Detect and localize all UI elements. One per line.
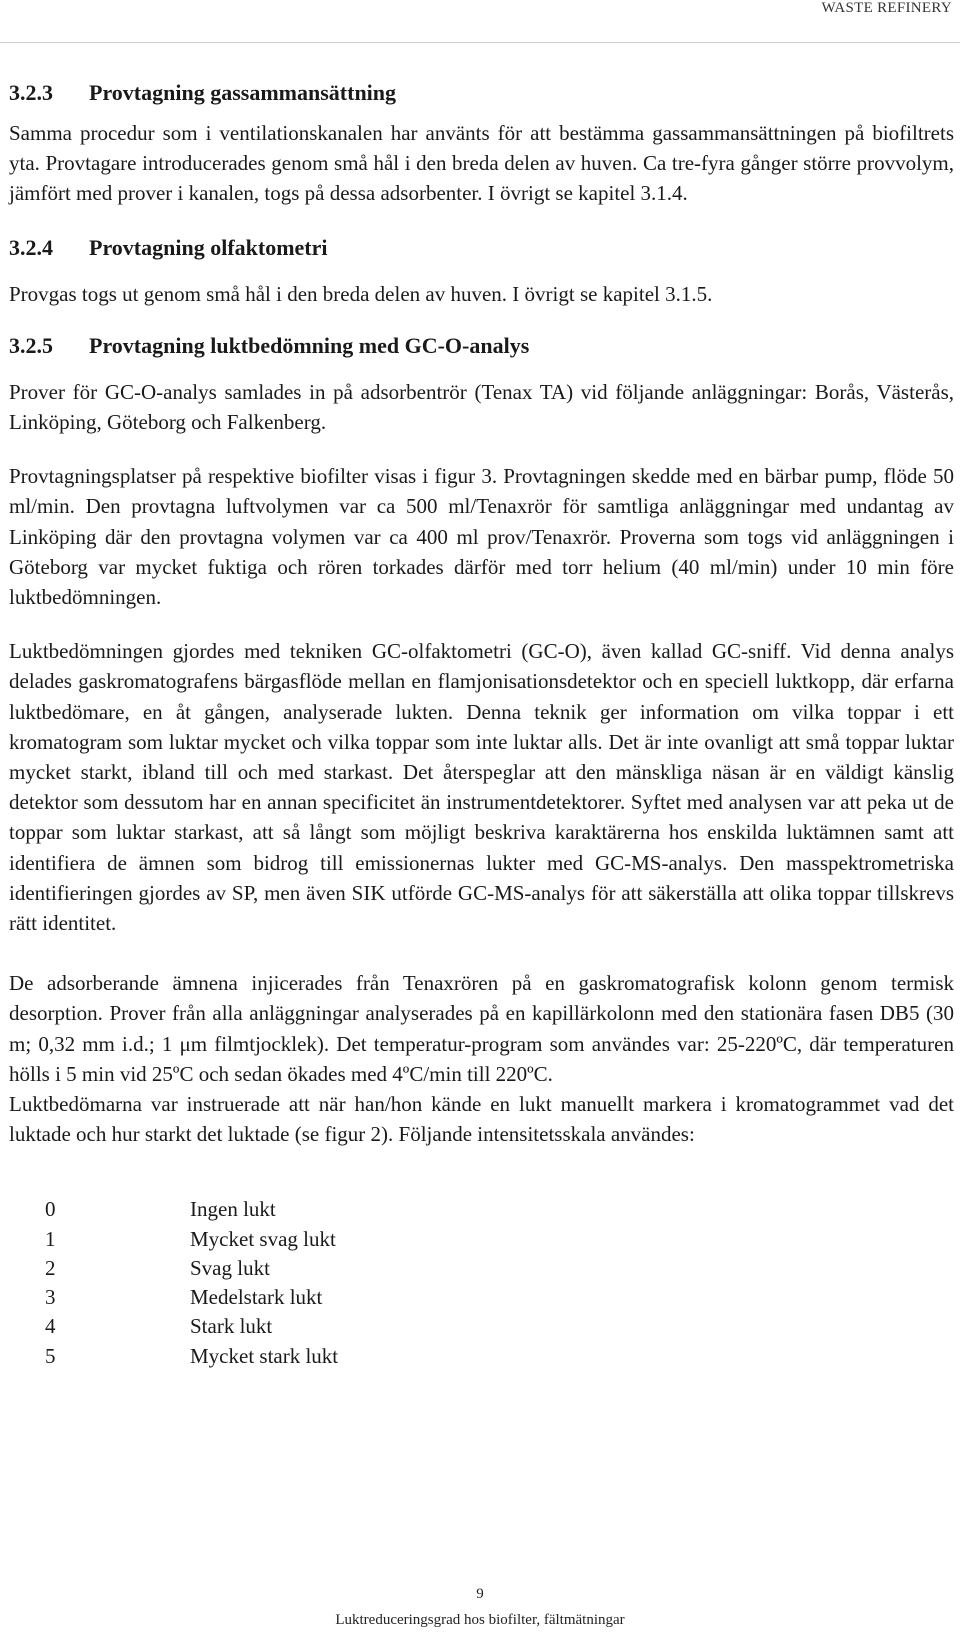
paragraph: Provgas togs ut genom små hål i den breda delen av huven. I övrigt se kapitel 3.1.5.: [9, 281, 713, 306]
scale-row: [45, 1283, 954, 1312]
scale-level: 2: [45, 1255, 56, 1280]
section-3-2-3: [9, 78, 954, 209]
intensity-scale-list: [45, 1195, 954, 1370]
section-title: Provtagning luktbedömning med GC-O-analys: [89, 332, 530, 358]
scale-level: 0: [45, 1197, 56, 1222]
scale-row: [45, 1312, 954, 1341]
scale-level: 5: [45, 1343, 56, 1368]
scale-row: [45, 1195, 954, 1224]
scale-row: [45, 1254, 954, 1283]
section-heading: [9, 233, 954, 263]
paragraph: De adsorberande ämnena injicerades från Tenaxrören på en gaskromatografisk kolonn genom termisk desorption. Prover från alla anläggningar analyserades på en kapillärkolonn med den stationära fasen DB5 (30 m; 0,32 mm i.d.; 1 μm filmtjocklek). Det temperatur-program som användes var: 25-220ºC, där temperaturen hölls i 5 min vid 25ºC och sedan ökades med 4ºC/min till 220ºC.: [9, 971, 954, 1086]
section-number: 3.2.5: [9, 332, 53, 358]
section-title: Provtagning olfaktometri: [89, 234, 328, 260]
scale-level: 1: [45, 1226, 56, 1251]
scale-label: Mycket svag lukt: [190, 1226, 336, 1251]
paragraph: Luktbedömarna var instruerade att när han/hon kände en lukt manuellt markera i kromatogrammet vad det luktade och hur starkt det luktade (se figur 2). Följande intensitetsskala användes:: [9, 1092, 954, 1147]
running-header: WASTE REFINERY: [821, 0, 952, 16]
scale-label: Svag lukt: [190, 1255, 270, 1280]
page-number: 9: [476, 1586, 484, 1602]
scale-label: Ingen lukt: [190, 1197, 276, 1222]
section-heading: [9, 78, 954, 108]
section-title: Provtagning gassammansättning: [89, 80, 397, 105]
section-heading: [9, 331, 954, 361]
paragraph: Samma procedur som i ventilationskanalen har använts för att bestämma gassammansättningen på biofiltrets yta. Provtagare introducerades genom små hål i den breda delen av huven. Ca tre-fyra gånger större provvolym, jämfört med prover i kanalen, togs på dessa adsorbenter. I övrigt se kapitel 3.1.4.: [9, 121, 954, 206]
scale-level: 4: [45, 1314, 56, 1339]
scale-label: Medelstark lukt: [190, 1285, 323, 1310]
section-3-2-5: [9, 331, 954, 1150]
page-body: [9, 78, 954, 1371]
header-divider: [0, 42, 960, 43]
scale-label: Stark lukt: [190, 1314, 273, 1339]
scale-row: [45, 1342, 954, 1371]
scale-level: 3: [45, 1285, 56, 1310]
scale-row: [45, 1225, 954, 1254]
scale-label: Mycket stark lukt: [190, 1343, 339, 1368]
section-3-2-4: [9, 233, 954, 309]
section-number: 3.2.3: [9, 80, 53, 105]
paragraph: Provtagningsplatser på respektive biofilter visas i figur 3. Provtagningen skedde med en bärbar pump, flöde 50 ml/min. Den provtagna luftvolymen var ca 500 ml/Tenaxrör för samtliga anläggningar med undantag av Linköping där den provtagna volymen var ca 400 ml prov/Tenaxrör. Proverna som togs vid anläggningen i Göteborg var mycket fuktiga och rören torkades därför med torr helium (40 ml/min) under 10 min före luktbedömningen.: [9, 464, 954, 610]
paragraph: Luktbedömningen gjordes med tekniken GC-olfaktometri (GC-O), även kallad GC-sniff. Vid denna analys delades gaskromatografens bärgasflöde mellan en flamjonisationsdetektor och en speciell luktkopp, där erfarna luktbedömare, en åt gången, analyserade lukten. Denna teknik ger information om vilka toppar i ett kromatogram som luktar mycket och vilka toppar som inte luktar alls. Det är inte ovanligt att små toppar luktar mycket starkt, ibland till och med starkast. Det återspeglar att den mänskliga näsan är en väldigt känslig detektor som dessutom har en annan specificitet än instrumentdetektorer. Syftet med analysen var att peka ut de toppar som luktar starkast, att så långt som möjligt beskriva karaktärerna hos enskilda luktämnen samt att identifiera de ämnen som bidrog till emissionernas lukter med GC-MS-analys. Den masspektrometriska identifieringen gjordes av SP, men även SIK utförde GC-MS-analys för att säkerställa att olika toppar tillskrevs rätt identitet.: [9, 639, 954, 936]
paragraph: Prover för GC-O-analys samlades in på adsorbentrör (Tenax TA) vid följande anläggningar: Borås, Västerås, Linköping, Göteborg och Falkenberg.: [9, 379, 954, 435]
section-number: 3.2.4: [9, 234, 53, 260]
footer-document-title: Luktreduceringsgrad hos biofilter, fältmätningar: [335, 1612, 625, 1628]
